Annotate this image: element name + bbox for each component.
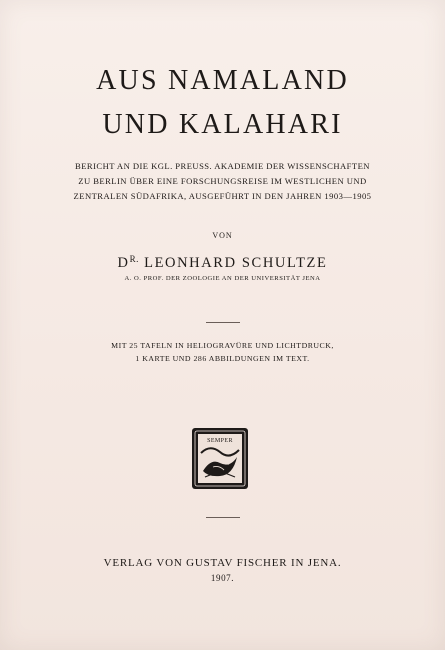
report-line-2: ZU BERLIN ÜBER EINE FORSCHUNGSREISE IM WESTLICHEN UND <box>78 176 367 186</box>
publisher-emblem-icon <box>191 427 249 490</box>
plates-line-2: 1 KARTE UND 286 ABBILDUNGEN IM TEXT. <box>135 354 310 363</box>
report-line-1: BERICHT AN DIE KGL. PREUSS. AKADEMIE DER WISSENSCHAFTEN <box>75 161 370 171</box>
divider-rule <box>206 322 240 323</box>
report-line-3: ZENTRALEN SÜDAFRIKA, AUSGEFÜHRT IN DEN JAHREN 1903—1905 <box>73 191 372 201</box>
book-title-line-2: UND KALAHARI <box>102 109 343 140</box>
author-fullname: LEONHARD SCHULTZE <box>144 255 328 271</box>
plates-line-1: MIT 25 TAFELN IN HELIOGRAVÜRE UND LICHTDRUCK, <box>111 341 334 350</box>
author-prefix: D <box>117 255 130 271</box>
von-label: VON <box>212 231 233 240</box>
publisher-line: VERLAG VON GUSTAV FISCHER IN JENA. <box>103 557 342 569</box>
author-prefix-sup: R. <box>129 254 139 264</box>
emblem-text: SEMPER <box>207 438 233 444</box>
author-affiliation: A. O. PROF. DER ZOOLOGIE AN DER UNIVERSITÄT JENA <box>124 275 321 282</box>
book-title-line-1: AUS NAMALAND <box>96 65 349 96</box>
divider-rule-lower <box>206 517 240 518</box>
author-name <box>0 254 445 272</box>
publication-year: 1907. <box>210 573 235 583</box>
report-description <box>0 159 445 204</box>
plates-description <box>0 339 445 365</box>
